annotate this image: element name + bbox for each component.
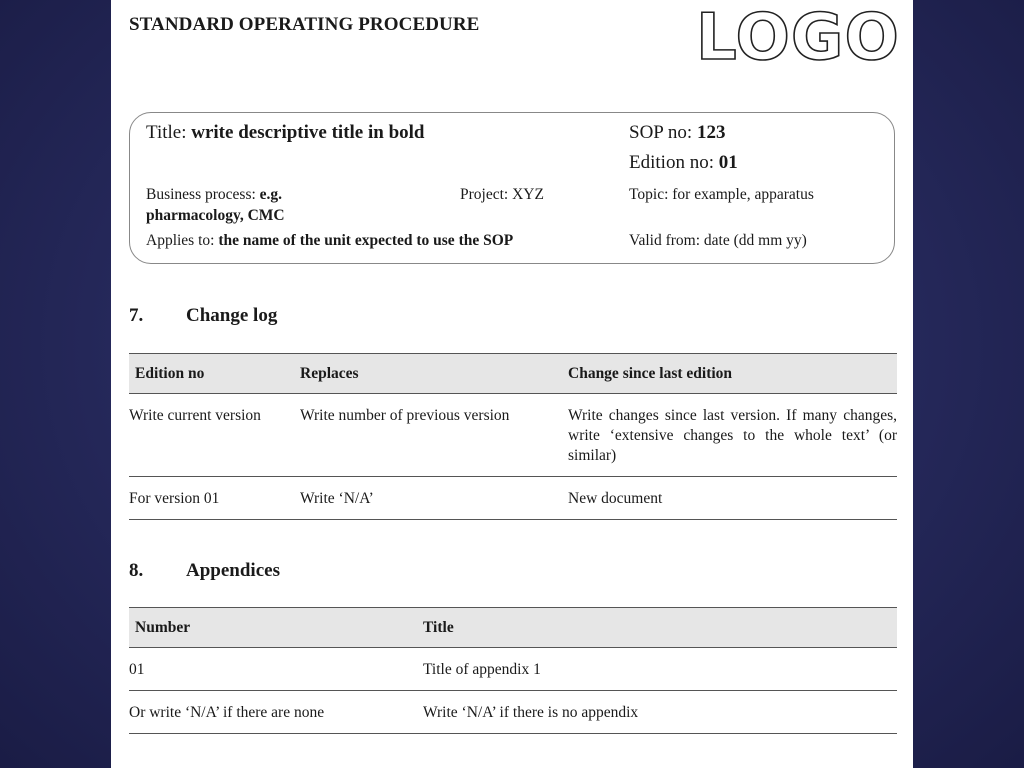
table-cell: Write ‘N/A’ if there is no appendix	[417, 691, 897, 734]
business-process-value-line2: pharmacology, CMC	[146, 207, 285, 224]
title-field	[146, 122, 425, 144]
valid-from-label: Valid from:	[629, 232, 701, 249]
column-header-title: Title	[417, 608, 897, 648]
change-log-table	[129, 353, 897, 520]
applies-to-value: the name of the unit expected to use the SOP	[218, 232, 514, 249]
sop-number-value: 123	[696, 122, 726, 143]
table-row	[129, 691, 897, 734]
business-process-continuation	[146, 207, 285, 225]
business-process-value-line1: e.g.	[259, 186, 283, 203]
topic-value: for example, apparatus	[672, 186, 814, 203]
topic-label: Topic:	[629, 186, 669, 203]
title-value: write descriptive title in bold	[191, 122, 425, 143]
sop-number-label: SOP no:	[629, 122, 693, 143]
table-header-row	[129, 608, 897, 648]
column-header-edition: Edition no	[129, 354, 294, 394]
project-label: Project:	[460, 186, 509, 203]
section-7-number: 7.	[129, 305, 144, 326]
business-process-label: Business process:	[146, 186, 256, 203]
column-header-number: Number	[129, 608, 417, 648]
table-cell: Write number of previous version	[294, 394, 562, 477]
edition-number-value: 01	[718, 152, 738, 173]
section-7-title: Change log	[186, 305, 278, 326]
topic-field	[629, 186, 814, 204]
table-header-row	[129, 354, 897, 394]
table-cell: Write ‘N/A’	[294, 477, 562, 520]
document-page	[111, 0, 913, 768]
table-cell: Write changes since last version. If many changes, write ‘extensive changes to the whole text’ (or similar)	[562, 394, 897, 477]
column-header-replaces: Replaces	[294, 354, 562, 394]
valid-from-value: date (dd mm yy)	[703, 232, 807, 249]
table-cell: New document	[562, 477, 897, 520]
table-cell: 01	[129, 648, 417, 691]
table-cell: For version 01	[129, 477, 294, 520]
applies-to-field	[146, 232, 513, 250]
table-row	[129, 394, 897, 477]
table-cell: Write current version	[129, 394, 294, 477]
table-row	[129, 477, 897, 520]
business-process-field	[146, 186, 282, 204]
appendices-table	[129, 607, 897, 734]
table-cell: Title of appendix 1	[417, 648, 897, 691]
sop-info-box	[129, 112, 895, 264]
sop-number-field	[629, 122, 725, 144]
section-8-title: Appendices	[186, 560, 280, 581]
document-header-title: STANDARD OPERATING PROCEDURE	[129, 14, 480, 35]
project-value: XYZ	[512, 186, 544, 203]
project-field	[460, 186, 544, 204]
column-header-change: Change since last edition	[562, 354, 897, 394]
valid-from-field	[629, 232, 807, 250]
applies-to-label: Applies to:	[146, 232, 215, 249]
table-row	[129, 648, 897, 691]
table-cell: Or write ‘N/A’ if there are none	[129, 691, 417, 734]
title-label: Title:	[146, 122, 187, 143]
section-8-number: 8.	[129, 560, 144, 581]
edition-number-label: Edition no:	[629, 152, 714, 173]
logo-placeholder: LOGO	[696, 1, 900, 75]
edition-number-field	[629, 152, 738, 174]
